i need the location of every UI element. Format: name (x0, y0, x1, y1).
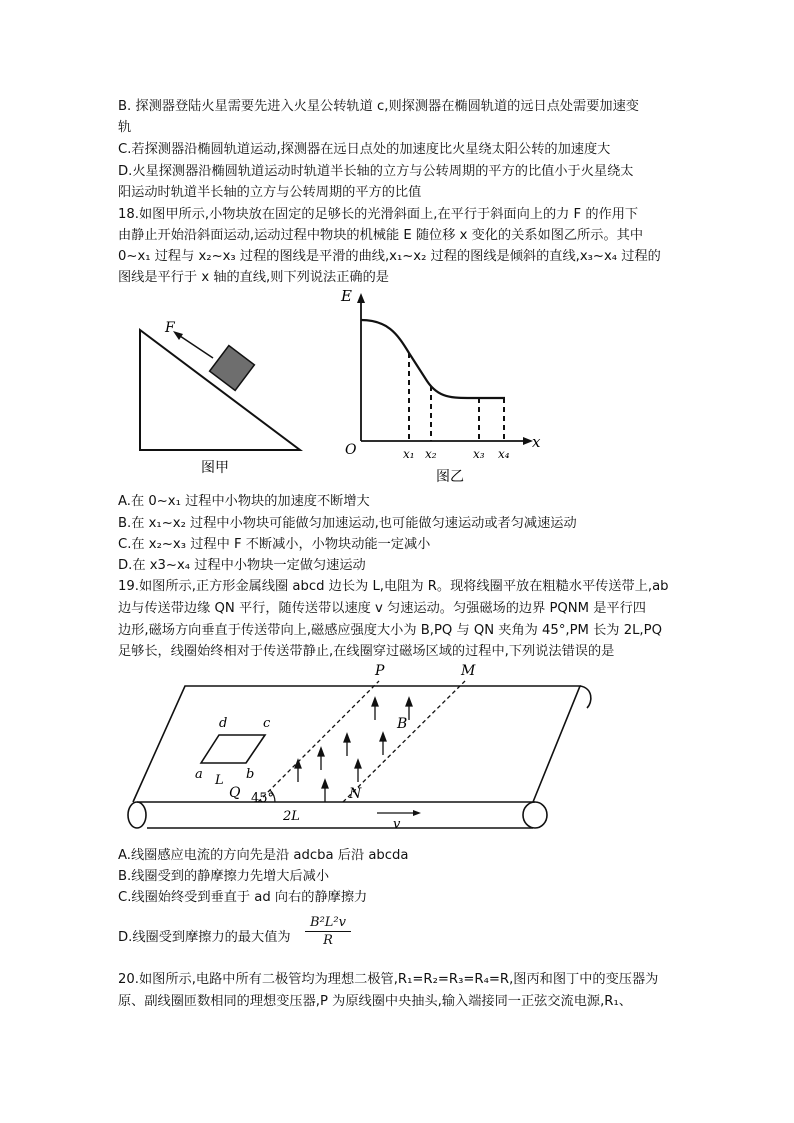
block (210, 346, 255, 391)
figure-jia-caption: 图甲 (201, 460, 229, 476)
tick-x1: x₁ (403, 447, 415, 461)
q19-stem-line4: 足够长，线圈始终相对于传送带静止,在线圈穿过磁场区域的过程中,下列说法错误的是 (118, 644, 615, 659)
q18-figure-yi (335, 283, 550, 488)
y-axis-arrowhead (357, 293, 365, 303)
force-arrow (177, 334, 213, 358)
q20-stem-line1: 20.如图所示,电路中所有二极管均为理想二极管,R₁=R₂=R₃=R₄=R,图丙和图丁中的变压器为 (118, 972, 659, 987)
label-b: B (397, 716, 408, 732)
q18-option-b: B.在 x₁~x₂ 过程中小物块可能做匀加速运动,也可能做匀速运动或者匀减速运动 (118, 516, 577, 531)
q17-option-d-line1: D.火星探测器沿椭圆轨道运动时轨道半长轴的立方与公转周期的平方的比值小于火星绕太 (118, 164, 634, 179)
label-a: a (195, 767, 203, 782)
q17-option-c: C.若探测器沿椭圆轨道运动,探测器在远日点处的加速度比火星绕太阳公转的加速度大 (118, 142, 611, 157)
origin-label: O (345, 442, 357, 458)
coil-abcd (201, 735, 265, 763)
label-2l: 2L (283, 809, 300, 824)
fraction-numerator: B²L²v (305, 915, 351, 932)
q19-stem-line2: 边与传送带边缘 QN 平行，随传送带以速度 v 匀速运动。匀强磁场的边界 PQNM 是平行四 (118, 601, 646, 616)
q17-option-b-line2: 轨 (118, 120, 132, 135)
tick-x4: x₄ (498, 447, 510, 461)
tick-x2: x₂ (425, 447, 437, 461)
energy-curve (361, 320, 505, 398)
label-coil-l: L (215, 773, 224, 788)
q19-option-d: D.线圈受到摩擦力的最大值为 (118, 930, 291, 945)
q19-option-d-fraction (305, 915, 351, 948)
q18-figure-jia (125, 310, 315, 485)
q20-stem-line2: 原、副线圈匝数相同的理想变压器,P 为原线圈中央抽头,输入端接同一正弦交流电源,R₁、 (118, 994, 632, 1009)
q19-option-c: C.线圈始终受到垂直于 ad 向右的静摩擦力 (118, 890, 368, 905)
left-roller (128, 802, 146, 828)
label-b-corner: b (246, 767, 255, 782)
q19-stem-line1: 19.如图所示,正方形金属线圈 abcd 边长为 L,电阻为 R。现将线圈平放在粗糙水平传送带上,ab (118, 579, 669, 594)
tick-x3: x₃ (473, 447, 485, 461)
label-n: N (349, 786, 362, 802)
right-roller (523, 802, 547, 828)
figure-yi-caption: 图乙 (436, 469, 464, 485)
y-axis-label: E (341, 287, 352, 305)
label-p: P (375, 663, 385, 679)
q19-option-a: A.线圈感应电流的方向先是沿 adcba 后沿 abcda (118, 848, 409, 863)
belt-surface (133, 686, 580, 802)
x-axis-label: x (532, 433, 541, 451)
q18-option-c: C.在 x₂~x₃ 过程中 F 不断减小，小物块动能一定减小 (118, 537, 431, 552)
q18-option-a: A.在 0~x₁ 过程中小物块的加速度不断增大 (118, 494, 370, 509)
label-angle: 45° (251, 791, 275, 806)
q19-conveyor-figure (115, 660, 595, 840)
q19-stem-line3: 边形,磁场方向垂直于传送带向上,磁感应强度大小为 B,PQ 与 QN 夹角为 45°,PM 长为 2L,PQ (118, 623, 662, 638)
velocity-arrowhead (413, 810, 421, 816)
q18-stem-line2: 由静止开始沿斜面运动,运动过程中物块的机械能 E 随位移 x 变化的关系如图乙所示。其中 (118, 228, 644, 243)
label-v: v (393, 817, 401, 832)
q17-option-d-line2: 阳运动时轨道半长轴的立方与公转周期的平方的比值 (118, 185, 422, 200)
label-c: c (263, 716, 271, 731)
q17-option-b-line1: B. 探测器登陆火星需要先进入火星公转轨道 c,则探测器在椭圆轨道的远日点处需要加速变 (118, 99, 639, 114)
force-label: F (165, 320, 175, 336)
fraction-denominator: R (323, 933, 333, 948)
q18-stem-line3: 0~x₁ 过程与 x₂~x₃ 过程的图线是平滑的曲线,x₁~x₂ 过程的图线是倾斜的直线,x₃~x₄ 过程的 (118, 249, 661, 264)
label-m: M (461, 663, 476, 679)
q18-stem-line1: 18.如图甲所示,小物块放在固定的足够长的光滑斜面上,在平行于斜面向上的力 F 的作用下 (118, 207, 639, 222)
boundary-nm (343, 681, 465, 802)
belt-back-roller-arc (580, 686, 591, 708)
q18-option-d: D.在 x3~x₄ 过程中小物块一定做匀速运动 (118, 558, 366, 573)
incline-triangle (140, 330, 300, 450)
q19-option-b: B.线圈受到的静摩擦力先增大后减小 (118, 869, 330, 884)
q18-stem-line4: 图线是平行于 x 轴的直线,则下列说法正确的是 (118, 270, 389, 285)
boundary-pq (258, 681, 379, 802)
label-q: Q (229, 785, 241, 801)
label-d: d (219, 716, 228, 731)
